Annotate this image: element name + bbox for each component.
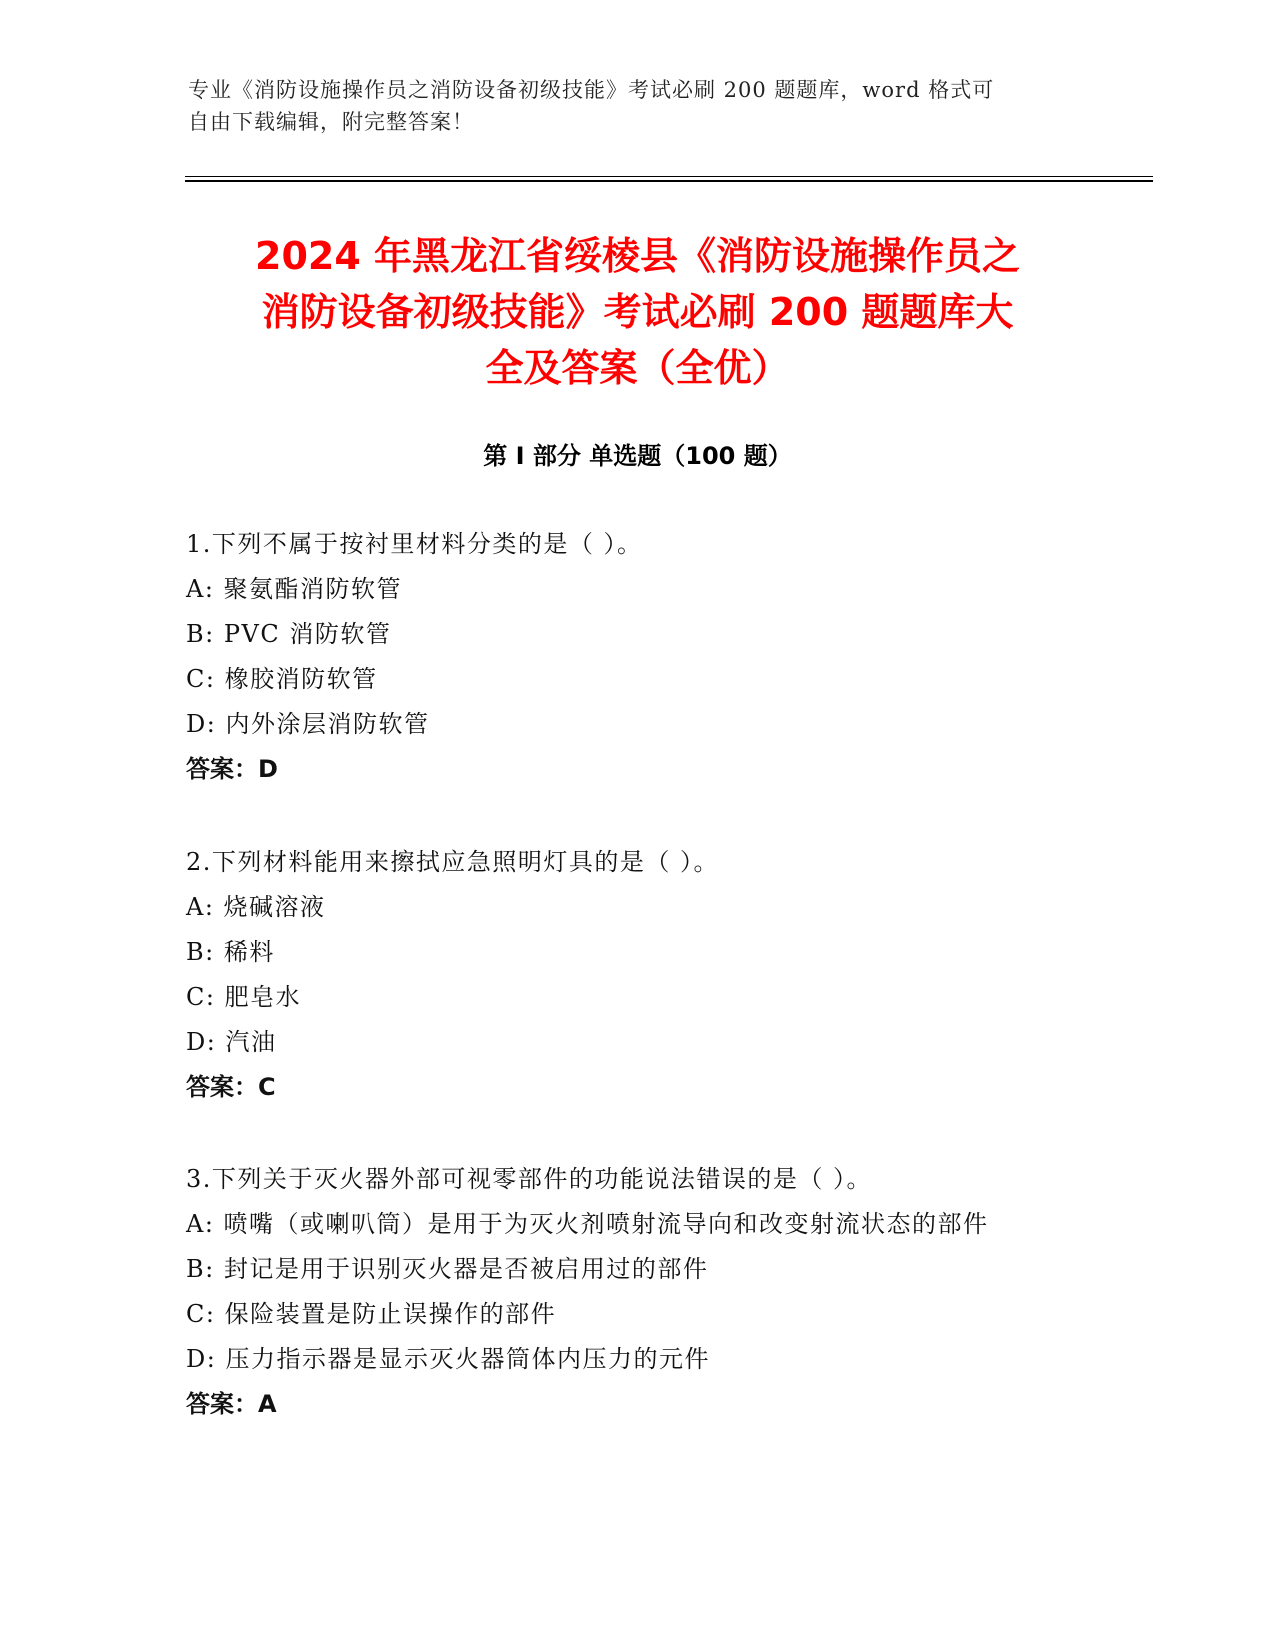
option-b: B: 稀料 (186, 938, 275, 966)
option-b: B: PVC 消防软管 (186, 620, 392, 648)
section-title: 第 I 部分 单选题（100 题） (483, 442, 792, 470)
header-divider-thin (185, 176, 1153, 177)
option-d: D: 汽油 (186, 1028, 277, 1056)
title-line-3: 全及答案（全优） (485, 346, 790, 390)
option-a: A: 聚氨酯消防软管 (186, 575, 403, 603)
question-1 (186, 522, 1086, 792)
option-b: B: 封记是用于识别灭火器是否被启用过的部件 (186, 1255, 709, 1283)
title-line-1: 2024 年黑龙江省绥棱县《消防设施操作员之 (255, 234, 1020, 278)
question-3 (186, 1157, 1086, 1427)
option-a: A: 喷嘴（或喇叭筒）是用于为灭火剂喷射流导向和改变射流状态的部件 (186, 1210, 989, 1238)
option-d: D: 内外涂层消防软管 (186, 710, 430, 738)
header-divider-thick (185, 180, 1153, 182)
question-stem: 3.下列关于灭火器外部可视零部件的功能说法错误的是（ ）。 (186, 1165, 873, 1193)
answer: 答案：D (186, 755, 278, 783)
question-2 (186, 840, 1086, 1110)
option-a: A: 烧碱溶液 (186, 893, 326, 921)
header-note-line-1: 专业《消防设施操作员之消防设备初级技能》考试必刷 200 题题库，word 格式可 (188, 78, 995, 102)
question-stem: 2.下列材料能用来擦拭应急照明灯具的是（ ）。 (186, 848, 720, 876)
answer: 答案：A (186, 1390, 277, 1418)
title-line-2: 消防设备初级技能》考试必刷 200 题题库大 (261, 290, 1014, 334)
option-c: C: 橡胶消防软管 (186, 665, 378, 693)
header-note (188, 74, 1088, 138)
option-c: C: 保险装置是防止误操作的部件 (186, 1300, 557, 1328)
option-d: D: 压力指示器是显示灭火器筒体内压力的元件 (186, 1345, 710, 1373)
answer: 答案：C (186, 1073, 276, 1101)
header-note-line-2: 自由下载编辑，附完整答案！ (188, 110, 474, 134)
question-stem: 1.下列不属于按衬里材料分类的是（ ）。 (186, 530, 643, 558)
document-title (120, 228, 1155, 396)
option-c: C: 肥皂水 (186, 983, 302, 1011)
